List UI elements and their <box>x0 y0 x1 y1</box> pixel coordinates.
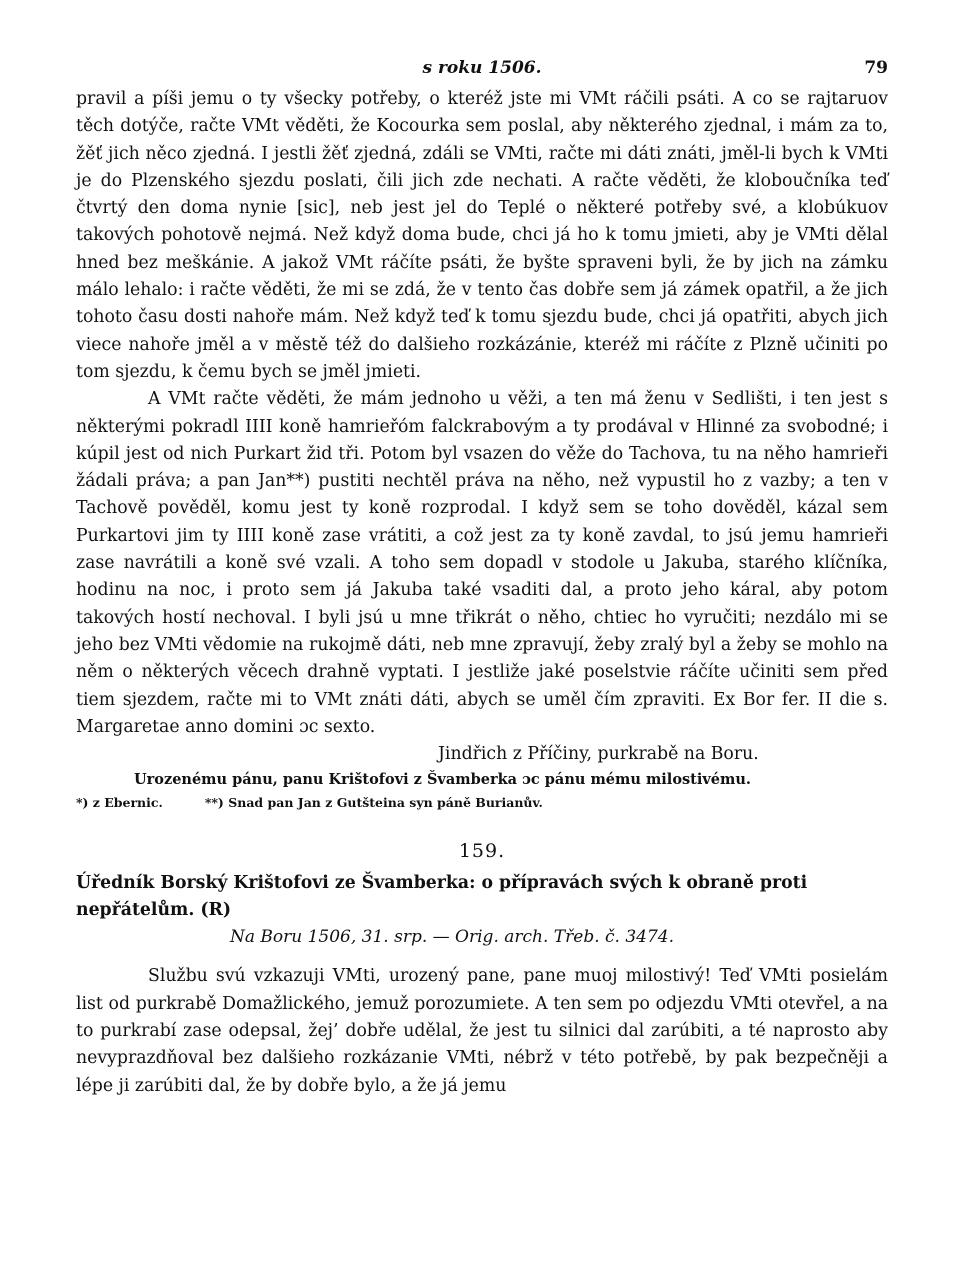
footnote-2: **) Snad pan Jan z Gutšteina syn páně Burianův. <box>204 795 543 811</box>
document-number: 159. <box>458 840 506 863</box>
document-source: Na Boru 1506, 31. srp. — Orig. arch. Třeb. č. 3474. <box>229 927 675 948</box>
footnote-1: *) z Ebernic. <box>76 795 163 811</box>
paragraph-1: pravil a píši jemu o ty všecky potřeby, o kteréž jste mi VMt ráčili psáti. A co se rajtaruov těch dotýče, račte VMt věděti, že Kocourka sem poslal, aby některého zjednal, i mám za to, žěť jich něco zjedná. I jestli žěť zjedná, zdáli se VMti, račte mi dáti znáti, jměl-li bych k VMti je do Plzenského sjezdu poslati, čili jich zde nechati. A račte věděti, že kloboučníka teď čtvrtý den doma nynie [sic], neb jest jel do Teplé o některé potřeby své, a klobúkuov takových pohotově nejmá. Než když doma bude, chci já ho k tomu jmieti, aby je VMti dělal hned bez meškánie. A jakož VMt ráčíte psáti, že byšte spraveni byli, že by jich na zámku málo lehalo: i račte věděti, že mi se zdá, že v tento čas dobře sem já zámek opatřil, a že jich tohoto času dosti nahoře mám. Než když teď k tomu sjezdu bude, chci já opatřiti, abych jich viece nahoře jměl a v městě též do dalšieho rozkázánie, kteréž mi ráčíte z Plzně učiniti po tom sjezdu, k čemu bych se jměl jmieti. <box>76 89 888 382</box>
signature: Jindřich z Příčiny, purkrabě na Boru. <box>438 744 759 765</box>
page-header <box>76 54 888 86</box>
page-number: 79 <box>864 58 888 78</box>
running-title: s roku 1506. <box>422 58 542 78</box>
document-body: Službu svú vzkazuji VMti, urozený pane, pane muoj milostivý! Teď VMti posielám list od purkrabě Domažlického, jemuž porozumiete. A ten sem po odjezdu VMti otevřel, a na to purkrabí zase odepsal, žej’ dobře udělal, že jest tu silnici dal zarúbiti, a té naprosto aby nevyprazdňoval bez dalšieho rozkázanie VMti, nébrž v této potřebě, by pak bezpečněji a lépe ji zarúbiti dal, že by dobře bylo, a že já jemu <box>76 966 888 1096</box>
footnotes <box>76 792 888 814</box>
document-title: Úředník Borský Krištofovi ze Švamberka: o přípravách svých k obraně proti nepřátelům. (R) <box>76 873 808 921</box>
paragraph-2: A VMt račte věděti, že mám jednoho u věži, a ten má ženu v Sedlišti, i ten jest s některými pokradl IIII koně hamrieřóm falckrabovým a ty prodával v Hlinné za svobodné; i kúpil jest od nich Purkart žid tři. Potom byl vsazen do věže do Tachova, tu na něho hamrieři žádali práva; a pan Jan**) pustiti nechtěl práva na něho, než vypustil ho z vazby; a ten v Tachově pověděl, komu jest ty koně rozprodal. I když sem se toho dověděl, kázal sem Purkartovi jim ty IIII koně zase vrátiti, a což jest za ty koně zavdal, to jsú jemu hamrieři zase navrátili a koně své vzali. A toho sem dopadl v stodole u Jakuba, starého klíčníka, hodinu na noc, i proto sem já Jakuba také vsaditi dal, a proto jeho káral, aby potom takových hostí nechoval. I byli jsú u mne třikrát o něho, chtiec ho vyručiti; nezdálo mi se jeho bez VMti vědomie na rukojmě dáti, neb mne zpravují, žeby zralý byl a žeby se mohlo na něm o některých věcech drahně vyptati. I jestliže jaké poselstvie ráčíte učiniti sem před tiem sjezdem, račte mi to VMt znáti dáti, abych se uměl čím zpraviti. Ex Bor fer. II die s. Margaretae anno domini ɔc sexto. <box>76 389 888 737</box>
document-page <box>76 54 888 1100</box>
address: Urozenému pánu, panu Krištofovi z Švamberka ɔc pánu mému milostivému. <box>134 771 751 789</box>
